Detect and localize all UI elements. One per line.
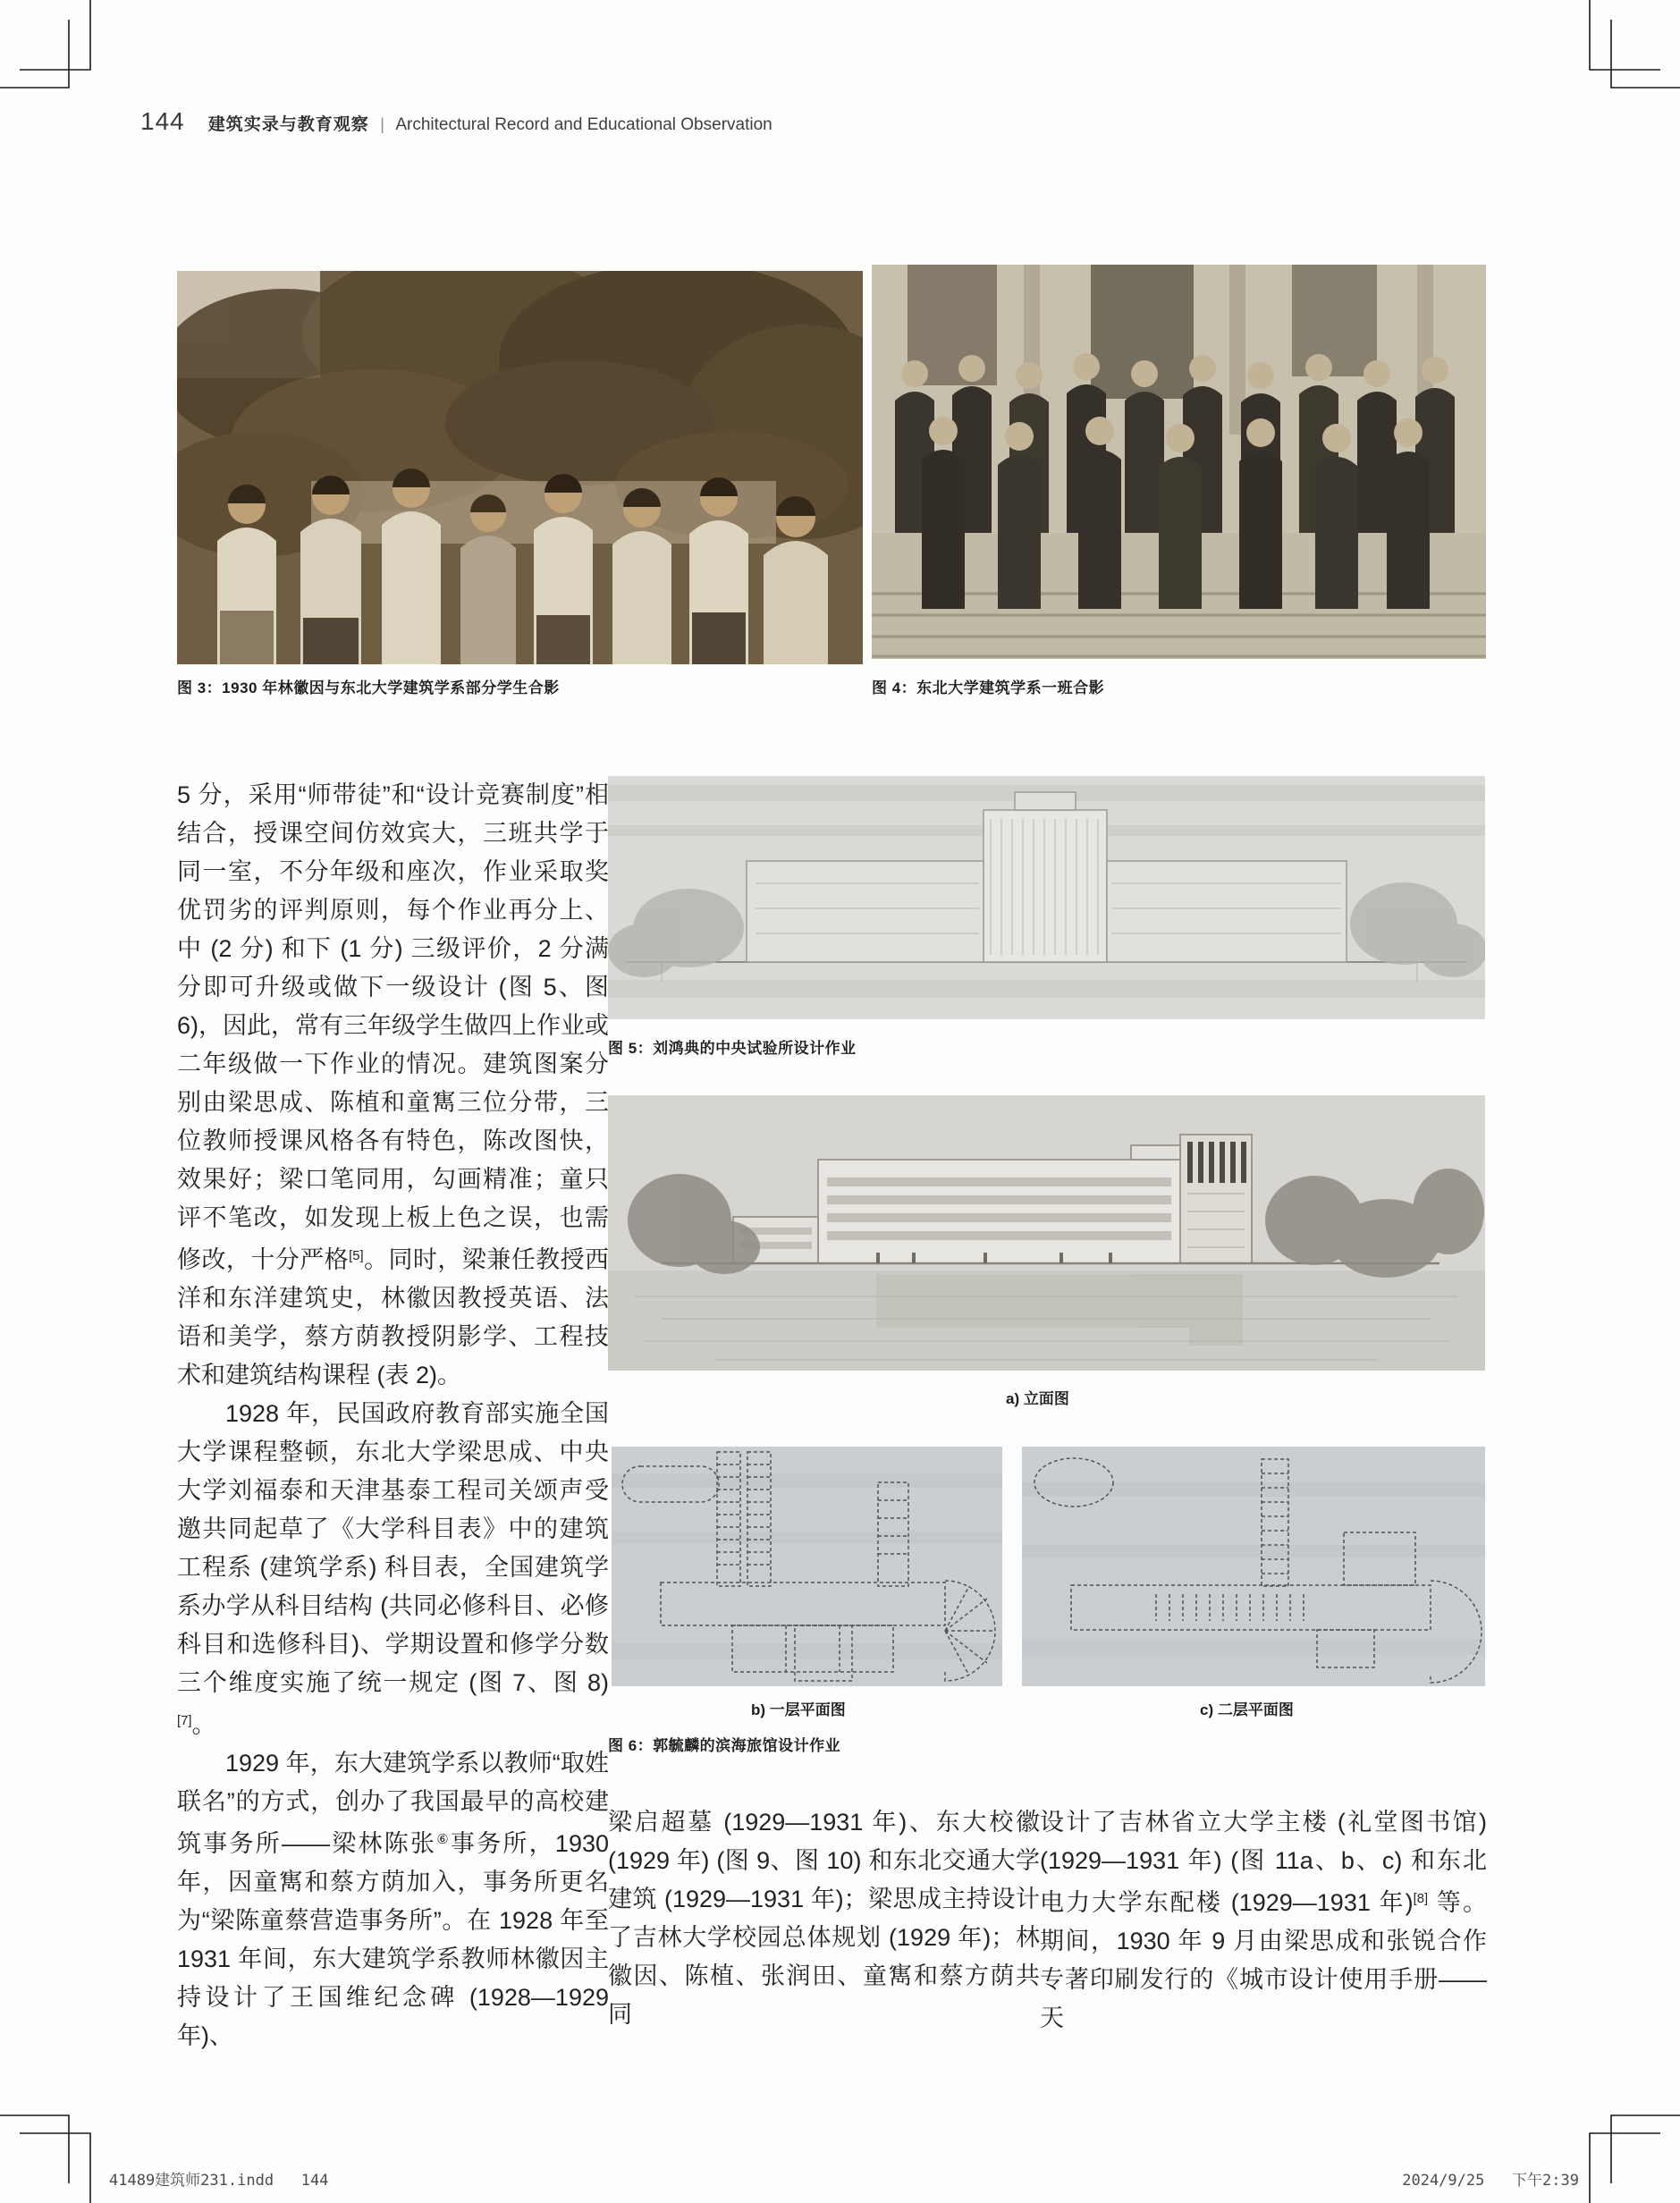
drawing-fig6c — [1022, 1447, 1485, 1686]
label-fig6b: b) 一层平面图 — [751, 1701, 846, 1718]
running-title — [208, 111, 772, 135]
page-header — [140, 107, 772, 136]
crop-mark-top-right — [1590, 0, 1660, 70]
text-column-left — [177, 776, 609, 2055]
crop-mark-bottom-right — [1590, 2133, 1660, 2203]
paragraph: 5 分，采用“师带徒”和“设计竞赛制度”相结合，授课空间仿效宾大，三班共学于同一室，不分年级和座次，作业采取奖优罚劣的评判原则，每个作业再分上、中 (2 分) 和下 (1 分) 三级评价，2 分满分即可升级或做下一级设计 (图 5、图 6)，因此，常有三年级学生做四上作业或二年级做一下作业的情况。建筑图案分别由梁思成、陈植和童寯三位分带，三位教师授课风格各有特色，陈改图快，效果好；梁口笔同用，勾画精准；童只评不笔改，如发现上板上色之误，也需修改，十分严格[5]。同时，梁兼任教授西洋和东洋建筑史，林徽因教授英语、法语和美学，蔡方荫教授阴影学、工程技术和建筑结构课程 (表 2)。 — [177, 781, 610, 1388]
running-title-zh: 建筑实录与教育观察 — [207, 115, 369, 134]
drawing-fig6b — [612, 1447, 1002, 1686]
footer-file-info: 41489建筑师231.indd 144 — [109, 2172, 329, 2190]
label-fig6a: a) 立面图 — [1006, 1390, 1069, 1407]
paragraph: 设计了吉林省立大学主楼 (礼堂图书馆) (1929—1931 年) (图 11a、b、c) 和东北电力大学东配楼 (1929—1931 年)[8] 等。期间，1930 年 9 月由梁思成和张锐合作专著印刷发行的《城市设计使用手册——天 — [1040, 1809, 1487, 2031]
caption-fig6: 图 6：郭毓麟的滨海旅馆设计作业 — [608, 1737, 841, 1754]
page-number: 144 — [140, 107, 185, 135]
caption-fig4: 图 4：东北大学建筑学系一班合影 — [872, 679, 1105, 696]
label-fig6c: c) 二层平面图 — [1200, 1701, 1294, 1718]
crop-mark-bottom-left — [20, 2133, 90, 2203]
paragraph: 1928 年，民国政府教育部实施全国大学课程整顿，东北大学梁思成、中央大学刘福泰和天津基泰工程司关颂声受邀共同起草了《大学科目表》中的建筑工程系 (建筑学系) 科目表，全国建筑学系办学从科目结构 (共同必修科目、必修科目和选修科目)、学期设置和修学分数三个维度实施了统一规定 (图 7、图 8)[7]。 — [177, 1399, 609, 1738]
running-title-separator: | — [380, 115, 384, 133]
paragraph: 梁启超墓 (1929—1931 年)、东大校徽 (1929 年) (图 9、图 10) 和东北交通大学建筑 (1929—1931 年)；梁思成主持设计了吉林大学校园总体规划 (1929 年)；林徽因、陈植、张润田、童寯和蔡方荫共同 — [608, 1809, 1040, 2028]
paragraph: 1929 年，东大建筑学系以教师“取姓联名”的方式，创办了我国最早的高校建筑事务所——梁林陈张⑥事务所，1930 年，因童寯和蔡方荫加入，事务所更名为“梁陈童蔡营造事务所”。在 1928 年至 1931 年间，东大建筑学系教师林徽因主持设计了王国维纪念碑 (1928—1929 年)、 — [177, 1749, 610, 2049]
crop-mark-top-left — [20, 0, 90, 70]
drawing-fig6a — [608, 1095, 1485, 1371]
caption-fig3: 图 3：1930 年林徽因与东北大学建筑学系部分学生合影 — [177, 679, 560, 696]
footer-timestamp: 2024/9/25 下午2:39 — [1402, 2172, 1579, 2190]
text-column-middle — [608, 1803, 1040, 2034]
text-column-right — [1040, 1803, 1487, 2038]
running-title-en: Architectural Record and Educational Observation — [395, 115, 772, 134]
photo-fig3 — [177, 271, 863, 664]
photo-fig4 — [872, 265, 1486, 659]
caption-fig5: 图 5：刘鸿典的中央试验所设计作业 — [608, 1040, 857, 1057]
drawing-fig5 — [608, 776, 1485, 1019]
